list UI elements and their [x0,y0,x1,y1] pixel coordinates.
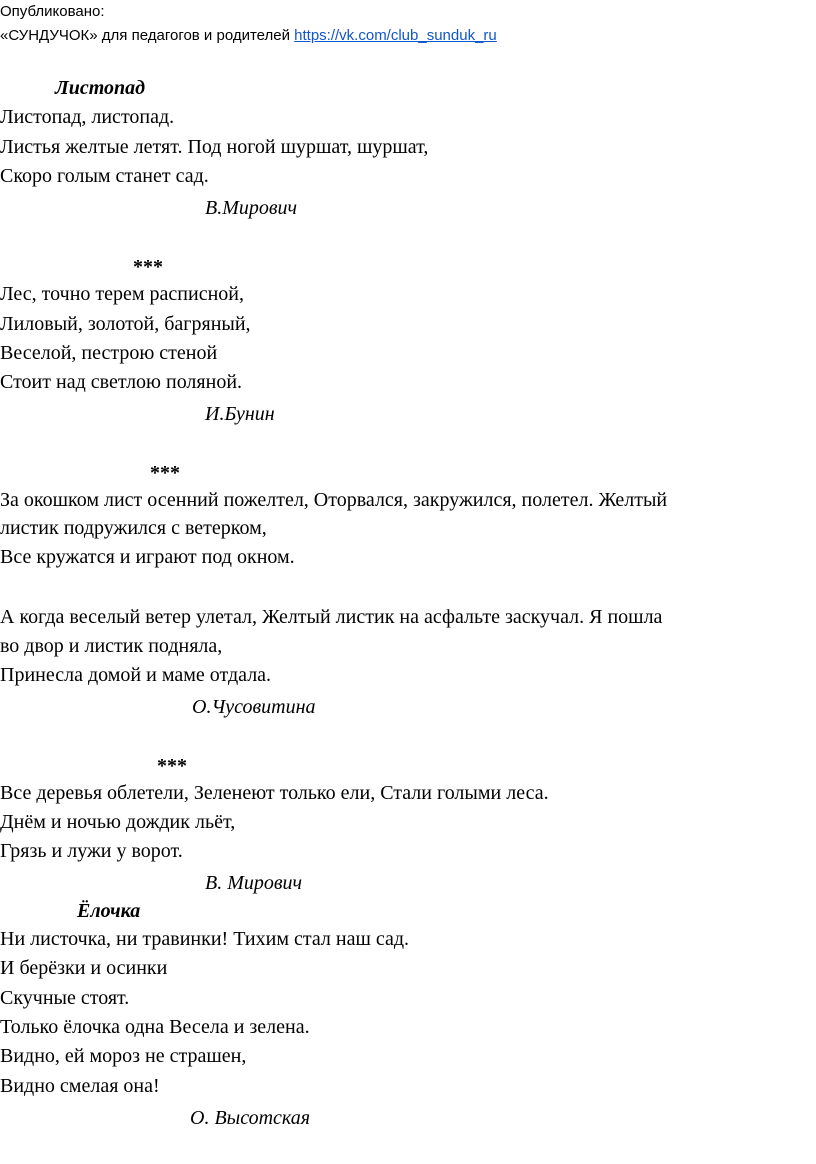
poem-author: О. Высотская [190,1107,311,1129]
poem-line: Только ёлочка одна Весела и зелена. [0,1016,310,1038]
poem-title-listopad: Листопад [55,77,146,99]
poem-line: Лиловый, золотой, багряный, [0,313,251,335]
poem-line: Грязь и лужи у ворот. [0,840,183,862]
poem-line: Веселой, пестрою стеной [0,342,218,364]
site-prefix: «СУНДУЧОК» для педагогов и родителей [0,27,295,44]
poem-line: Скучные стоят. [0,987,130,1009]
poem-line: Лес, точно терем расписной, [0,283,244,305]
poem-line: Видно, ей мороз не страшен, [0,1045,247,1067]
vk-club-link[interactable]: https://vk.com/club_sunduk_ru [294,27,497,44]
poem-author: О.Чусовитина [192,696,316,718]
poem-line: Днём и ночью дождик льёт, [0,811,236,833]
poem-author: В. Мирович [205,872,303,894]
poem-separator-stars: *** [133,256,163,278]
poem-separator-stars: *** [157,755,187,777]
site-line [0,24,497,48]
poem-line: Принесла домой и маме отдала. [0,664,272,686]
poem-line: Ни листочка, ни травинки! Тихим стал наш сад. [0,928,410,950]
poem-line: во двор и листик подняла, [0,635,223,657]
poem-line: Стоит над светлою поляной. [0,371,243,393]
poem-line: Все деревья облетели, Зеленеют только ели, Стали голыми леса. [0,782,549,804]
poem-separator-stars: *** [150,462,180,484]
poem-line: А когда веселый ветер улетал, Желтый листик на асфальте заскучал. Я пошла [0,606,663,628]
publication-header [0,0,497,48]
poem-line: И берёзки и осинки [0,957,168,979]
poem-line: Листья желтые летят. Под ногой шуршат, шуршат, [0,136,429,158]
published-label: Опубликовано: [0,3,105,20]
poem-line: Все кружатся и играют под окном. [0,546,295,568]
poem-author: В.Мирович [205,197,298,219]
poem-line: За окошком лист осенний пожелтел, Оторвался, закружился, полетел. Желтый [0,489,668,511]
poem-title-yolochka: Ёлочка [77,900,141,922]
poem-line: Видно смелая она! [0,1075,160,1097]
poem-line: Скоро голым станет сад. [0,165,209,187]
poem-line: листик подружился с ветерком, [0,517,267,539]
poem-author: И.Бунин [205,403,275,425]
poem-line: Листопад, листопад. [0,106,175,128]
